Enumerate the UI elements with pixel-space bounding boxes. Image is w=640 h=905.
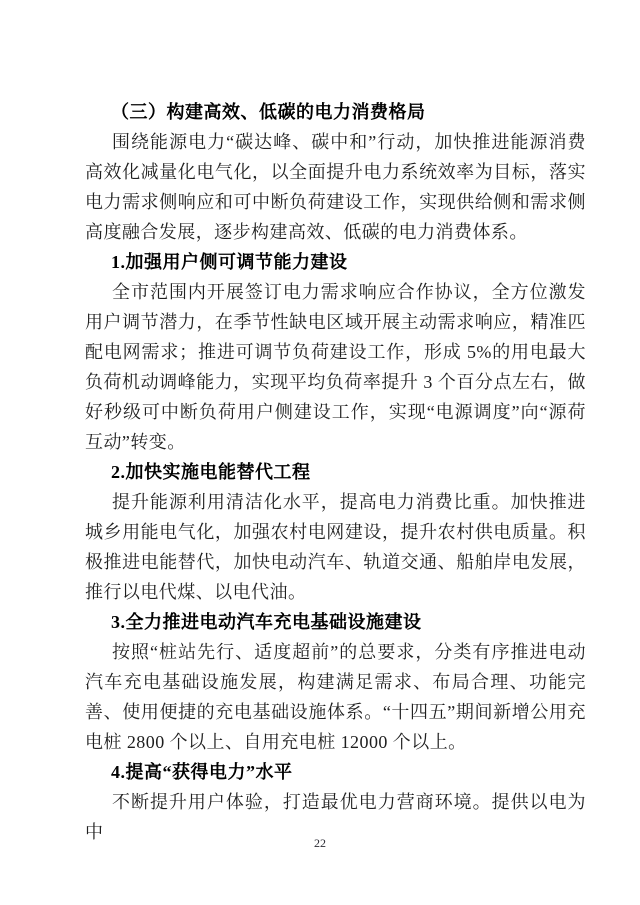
section-paragraph: 按照“桩站先行、适度超前”的总要求，分类有序推进电动汽车充电基础设施发展，构建满足需求、布局合理、功能完善、使用便捷的充电基础设施体系。“十四五”期间新增公用充电桩 2800 个以上、自用充电桩 12000 个以上。 <box>85 642 586 752</box>
page-footer <box>0 834 640 852</box>
page-number: 22 <box>314 836 326 850</box>
section-ev-charging-infrastructure <box>85 607 586 757</box>
section-paragraph: 全市范围内开展签订电力需求响应合作协议，全方位激发用户调节潜力，在季节性缺电区域开展主动需求响应，精准匹配电网需求；推进可调节负荷建设工作，形成 5%的用电最大负荷机动调峰能力，实现平均负荷率提升 3 个百分点左右，做好秒级可中断负荷用户侧建设工作，实现“电源调度”向“源荷互动”转变。 <box>85 282 586 452</box>
document-content <box>85 97 586 847</box>
subsection-heading-3: 3.全力推进电动汽车充电基础设施建设 <box>111 612 422 632</box>
section-heading-3: （三）构建高效、低碳的电力消费格局 <box>111 102 426 122</box>
section-electric-energy-substitution <box>85 457 586 607</box>
subsection-heading-1: 1.加强用户侧可调节能力建设 <box>111 252 348 272</box>
section-power-consumption-pattern <box>85 97 586 247</box>
section-paragraph: 提升能源利用清洁化水平，提高电力消费比重。加快推进城乡用能电气化，加强农村电网建设，提升农村供电质量。积极推进电能替代，加快电动汽车、轨道交通、船舶岸电发展，推行以电代煤、以电代油。 <box>85 492 586 602</box>
subsection-heading-4: 4.提高“获得电力”水平 <box>111 762 293 782</box>
section-paragraph: 围绕能源电力“碳达峰、碳中和”行动，加快推进能源消费高效化减量化电气化，以全面提升电力系统效率为目标，落实电力需求侧响应和可中断负荷建设工作，实现供给侧和需求侧高度融合发展，逐步构建高效、低碳的电力消费体系。 <box>85 132 586 242</box>
section-paragraph: 不断提升用户体验，打造最优电力营商环境。提供以电为中 <box>85 792 586 842</box>
subsection-heading-2: 2.加快实施电能替代工程 <box>111 462 311 482</box>
section-user-side-adjustment <box>85 247 586 457</box>
